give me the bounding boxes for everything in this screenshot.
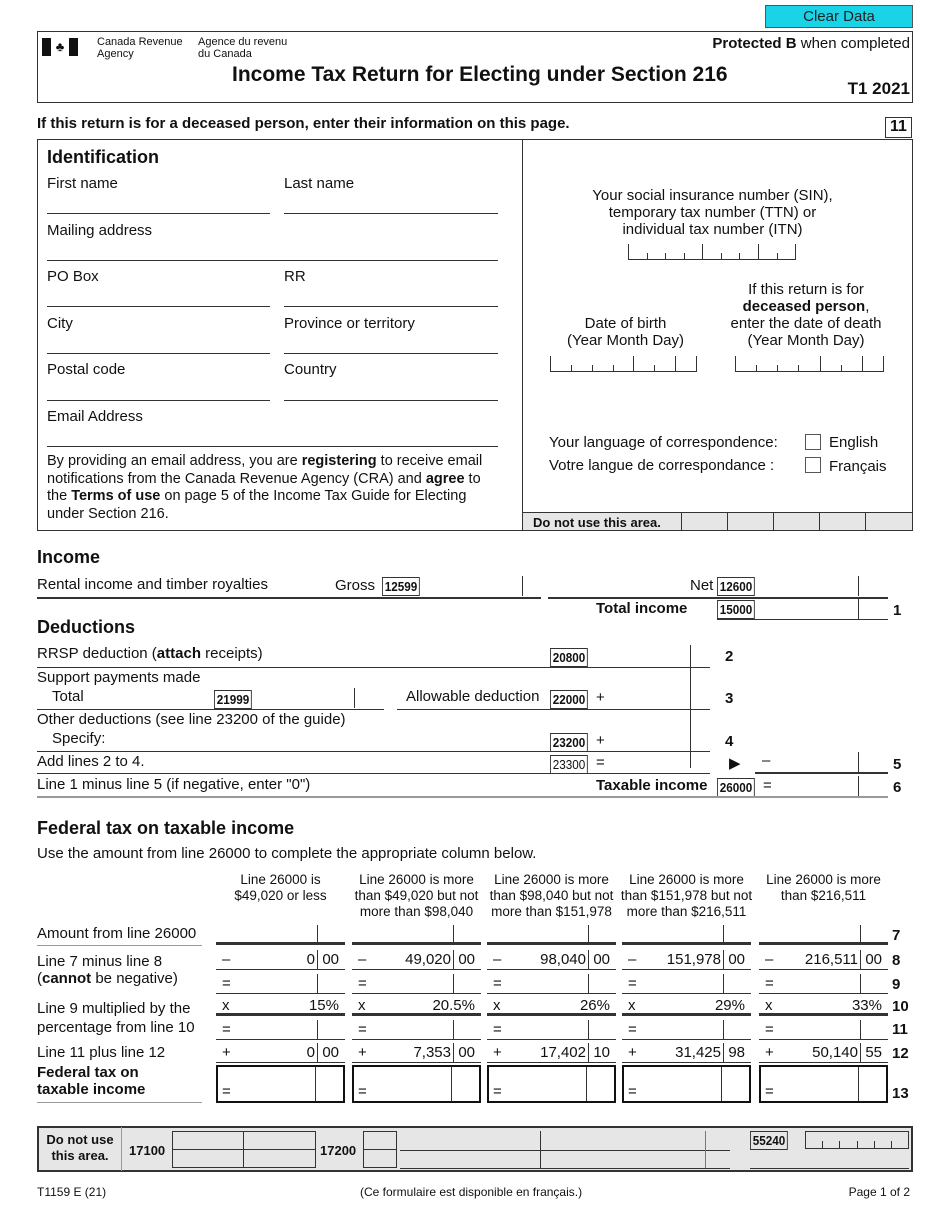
support-total-label: Total [52,688,84,705]
equals-sign: = [493,1083,502,1100]
net-code: 12600 [717,577,755,596]
income-heading: Income [37,547,101,567]
line-number: 13 [892,1085,909,1102]
canada-flag-logo: ♣ [42,38,78,56]
rate: 29% [714,997,745,1014]
first-name-label: First name [47,175,118,192]
sign: = [765,1021,774,1038]
federal-instruction: Use the amount from line 26000 to complete the appropriate column below. [37,845,537,862]
column-header-line: Line 26000 is more [494,872,609,887]
email-field[interactable] [47,446,498,447]
line-number: 8 [892,952,901,969]
protected-label: Protected B when completed [712,35,910,52]
rrsp-field[interactable] [37,667,710,668]
sign: + [765,1044,774,1061]
line-12-cell[interactable] [352,1043,481,1063]
po-box-field[interactable] [47,306,270,307]
line-9-cell[interactable] [352,974,481,994]
cents: 00 [322,1044,339,1061]
last-name-label: Last name [284,175,355,192]
date-of-birth-field[interactable] [550,356,697,372]
language-label-en: Your language of correspondence: [549,434,778,451]
rrsp-label: RRSP deduction (attach receipts) [37,645,263,662]
dollars: 31,425 [675,1044,721,1061]
line-8-cell[interactable] [216,950,345,970]
total-income-label: Total income [596,600,688,617]
do-not-use-area: Do not use this area. [522,512,913,531]
line-10-cell[interactable] [487,996,616,1016]
cents-divider [860,950,861,970]
add-lines-label: Add lines 2 to 4. [37,753,145,770]
city-field[interactable] [47,353,270,354]
line-11-cell[interactable] [759,1020,888,1040]
clear-data-button[interactable]: Clear Data [765,5,913,28]
cents: 00 [865,951,882,968]
code-55240: 55240 [750,1131,788,1150]
mailing-address-label: Mailing address [47,222,153,239]
cents-divider [317,925,318,945]
other-deductions-label: Other deductions (see line 23200 of the guide) [37,711,346,728]
line-8-cell[interactable] [622,950,751,970]
row-label-8: Line 7 minus line 8 (cannot be negative) [37,953,178,987]
line-12-cell[interactable] [487,1043,616,1063]
field-17200 [363,1131,397,1168]
cents-divider [723,974,724,994]
sign: = [222,975,231,992]
line-number: 11 [892,1021,908,1038]
sign: – [222,951,231,968]
mailing-address-field[interactable] [47,260,498,261]
province-label: Province or territory [284,315,415,332]
gross-label: Gross [335,577,376,594]
cents-divider [723,950,724,970]
cents-divider [317,1020,318,1040]
line-13-box[interactable] [622,1065,751,1103]
date-of-death-label: If this return is for deceased person, enter the date of death (Year Month Day) [730,281,882,349]
identification-heading: Identification [47,147,159,167]
total-income-code: 15000 [717,600,755,619]
cents-divider [860,974,861,994]
sign: + [493,1044,502,1061]
column-header-line: Line 26000 is more [359,872,474,887]
other-deductions-field[interactable] [37,751,710,752]
row-label-13: Federal tax on taxable income [37,1064,146,1098]
cents: 00 [458,1044,475,1061]
line1-minus-line5-label: Line 1 minus line 5 (if negative, enter "0") [37,776,311,793]
allowable-deduction-label: Allowable deduction [406,688,540,705]
cents-divider [723,1043,724,1063]
cents-divider [315,1067,316,1101]
line-13-box[interactable] [216,1065,345,1103]
federal-tax-heading: Federal tax on taxable income [37,818,295,838]
equals-sign: = [358,1083,367,1100]
column-header-line: than $49,020 but not [354,888,479,903]
line-number: 6 [893,779,902,796]
line-10-cell[interactable] [759,996,888,1016]
support-total-code: 21999 [214,690,252,709]
city-label: City [47,315,73,332]
sign: x [358,997,366,1014]
sign: + [628,1044,637,1061]
sign: x [493,997,501,1014]
line-number: 1 [893,602,902,619]
sign: – [493,951,502,968]
line-7-cell[interactable] [622,925,751,945]
line-8-cell[interactable] [352,950,481,970]
french-availability: (Ce formulaire est disponible en français.) [360,1185,583,1199]
gross-field[interactable] [37,597,541,599]
column-header [612,872,761,920]
dollars: 98,040 [540,951,586,968]
line-9-cell[interactable] [487,974,616,994]
form-title: Income Tax Return for Electing under Section 216 [232,63,728,86]
line-7-cell[interactable] [487,925,616,945]
rental-income-label: Rental income and timber royalties [37,576,268,593]
province-field[interactable] [284,353,498,354]
equals-sign: = [628,1083,637,1100]
dollars: 216,511 [804,951,858,968]
sign: = [628,1021,637,1038]
cents-divider [860,1043,861,1063]
agency-name-en: Canada Revenue Agency [97,36,183,60]
column-header [477,872,626,920]
cents-divider [723,1020,724,1040]
sin-field[interactable] [628,244,796,260]
line-12-cell[interactable] [216,1043,345,1063]
line-10-cell[interactable] [216,996,345,1016]
line-number: 12 [892,1045,909,1062]
cents-divider [317,974,318,994]
cents-divider [317,950,318,970]
rr-label: RR [284,268,306,285]
rr-field[interactable] [284,306,498,307]
column-header-line: more than $98,040 [359,904,474,919]
equals-sign: = [765,1083,774,1100]
sign: = [358,1021,367,1038]
equals-sign: = [222,1083,231,1100]
dollars: 0 [306,1044,315,1061]
last-name-field[interactable] [284,213,498,214]
sign: – [358,951,367,968]
deductions-total-field[interactable] [755,772,888,774]
cents-divider [588,974,589,994]
deceased-notice: If this return is for a deceased person, enter their information on this page. [37,115,570,132]
column-header-line: than $216,511 [780,888,867,903]
francais-checkbox[interactable] [805,457,821,473]
line-number: 5 [893,756,902,773]
line-11-cell[interactable] [487,1020,616,1040]
plus-sign: + [596,689,605,706]
column-header [206,872,355,904]
cents-divider [453,925,454,945]
cents: 00 [458,951,475,968]
cents-divider [588,1043,589,1063]
cents-divider [453,1043,454,1063]
cents-divider [588,925,589,945]
form-year: T1 2021 [847,79,910,98]
dollars: 49,020 [405,951,451,968]
row-label-10: Line 9 multiplied by the percentage from line 10 [37,1000,195,1036]
minus-sign: – [762,752,771,769]
form-code: T1159 E (21) [37,1185,107,1199]
country-field[interactable] [284,400,498,401]
sign: + [222,1044,231,1061]
line-number: 3 [725,690,734,707]
first-name-field[interactable] [47,213,270,214]
email-label: Email Address [47,408,143,425]
line-11-cell[interactable] [352,1020,481,1040]
line-12-cell[interactable] [759,1043,888,1063]
taxable-income-code: 26000 [717,778,755,797]
cents-divider [723,925,724,945]
allowable-deduction-code: 22000 [550,690,588,709]
line-number: 7 [892,927,901,944]
cents-divider [453,1020,454,1040]
date-of-birth-label: Date of birth (Year Month Day) [567,315,684,349]
cents-divider [453,950,454,970]
cents-divider [860,1020,861,1040]
column-header-line: Line 26000 is more [766,872,881,887]
sign: + [358,1044,367,1061]
cents-divider [721,1067,722,1101]
support-label: Support payments made [37,669,201,686]
line-number: 9 [892,976,901,993]
cents-divider [588,1020,589,1040]
footer-do-not-use-label: Do not use this area. [46,1132,114,1163]
line-7-cell[interactable] [759,925,888,945]
line-9-cell[interactable] [216,974,345,994]
dollars: 50,140 [812,1044,858,1061]
taxable-income-field[interactable] [37,796,888,798]
cents-divider [860,925,861,945]
line-11-cell[interactable] [216,1020,345,1040]
row-label-12: Line 11 plus line 12 [37,1044,166,1061]
line-7-cell[interactable] [352,925,481,945]
agency-name-fr: Agence du revenu du Canada [198,36,288,60]
po-box-label: PO Box [47,268,99,285]
column-header-line: than $151,978 but not [620,888,753,903]
sign: = [493,1021,502,1038]
cents: 55 [865,1044,882,1061]
country-label: Country [284,361,337,378]
gross-code: 12599 [382,577,420,596]
field-17100 [172,1131,316,1168]
net-field[interactable] [548,597,888,599]
line-8-cell[interactable] [759,950,888,970]
rate: 26% [579,997,610,1014]
dollars: 0 [306,951,315,968]
sign: = [628,975,637,992]
sin-label: Your social insurance number (SIN), temporary tax number (TTN) or individual tax number (ITN) [592,187,833,238]
rate: 20.5% [432,997,475,1014]
allowable-deduction-field[interactable] [397,709,710,710]
sign: – [628,951,637,968]
line-number: 2 [725,648,734,665]
column-header-line: Line 26000 is [240,872,321,887]
sign: = [358,975,367,992]
plus-sign: + [596,732,605,749]
column-header-line: than $98,040 but not [489,888,614,903]
code-17200: 17200 [320,1143,357,1158]
arrow-right-icon: ▶ [729,755,741,772]
dollars: 17,402 [540,1044,586,1061]
add-lines-code: 23300 [550,755,588,774]
line-11-cell[interactable] [622,1020,751,1040]
line-9-cell[interactable] [622,974,751,994]
english-checkbox[interactable] [805,434,821,450]
line-13-box[interactable] [759,1065,888,1103]
equals-sign: = [763,777,772,794]
support-total-field[interactable] [37,709,384,710]
page-number: Page 1 of 2 [848,1185,910,1199]
cents: 98 [728,1044,745,1061]
line-10-cell[interactable] [352,996,481,1016]
field-55240 [805,1131,909,1149]
sign: = [222,1021,231,1038]
cents-divider [586,1067,587,1101]
equals-sign: = [596,754,605,771]
line-7-cell[interactable] [216,925,345,945]
email-note: By providing an email address, you are registering to receive email notifications from the Canada Revenue Agency (CRA) and agree to the Terms of use on page 5 of the Income Tax Guide for Electing under Section 216. [47,453,483,522]
rate: 33% [851,997,882,1014]
total-income-field[interactable] [717,619,888,620]
dollars: 151,978 [666,951,721,968]
cents: 00 [593,951,610,968]
postal-code-field[interactable] [47,400,270,401]
sign: = [493,975,502,992]
net-label: Net [690,577,714,594]
line-13-box[interactable] [352,1065,481,1103]
line-number: 10 [892,998,909,1015]
cents-divider [453,974,454,994]
taxable-income-label: Taxable income [596,777,708,794]
cents-divider [858,1067,859,1101]
column-header [749,872,898,904]
row-label-7: Amount from line 26000 [37,925,197,942]
sign: = [765,975,774,992]
line-9-cell[interactable] [759,974,888,994]
language-label-fr: Votre langue de correspondance : [549,457,775,474]
other-deductions-code: 23200 [550,733,588,752]
line-10-cell[interactable] [622,996,751,1016]
sign: x [628,997,636,1014]
sign: x [222,997,230,1014]
line-number: 4 [725,733,734,750]
code-17100: 17100 [129,1143,166,1158]
postal-code-label: Postal code [47,361,126,378]
column-header-line: more than $151,978 [491,904,612,919]
sign: x [765,997,773,1014]
sign: – [765,951,774,968]
specify-label: Specify: [52,730,106,747]
column-header-line: $49,020 or less [234,888,327,903]
dollars: 7,353 [413,1044,451,1061]
cents: 00 [728,951,745,968]
column-header [342,872,491,920]
column-header-line: Line 26000 is more [629,872,744,887]
line-13-box[interactable] [487,1065,616,1103]
line-8-cell[interactable] [487,950,616,970]
francais-label: Français [829,458,887,475]
deductions-heading: Deductions [37,617,136,637]
english-label: English [829,434,879,451]
column-header-line: more than $216,511 [626,904,747,919]
line-12-cell[interactable] [622,1043,751,1063]
cents: 10 [593,1044,610,1061]
cents-divider [451,1067,452,1101]
cents: 00 [322,951,339,968]
cents-divider [317,1043,318,1063]
date-of-death-field[interactable] [735,356,884,372]
rrsp-code: 20800 [550,648,588,667]
rate: 15% [308,997,339,1014]
page-code: 11 [885,117,912,138]
cents-divider [588,950,589,970]
